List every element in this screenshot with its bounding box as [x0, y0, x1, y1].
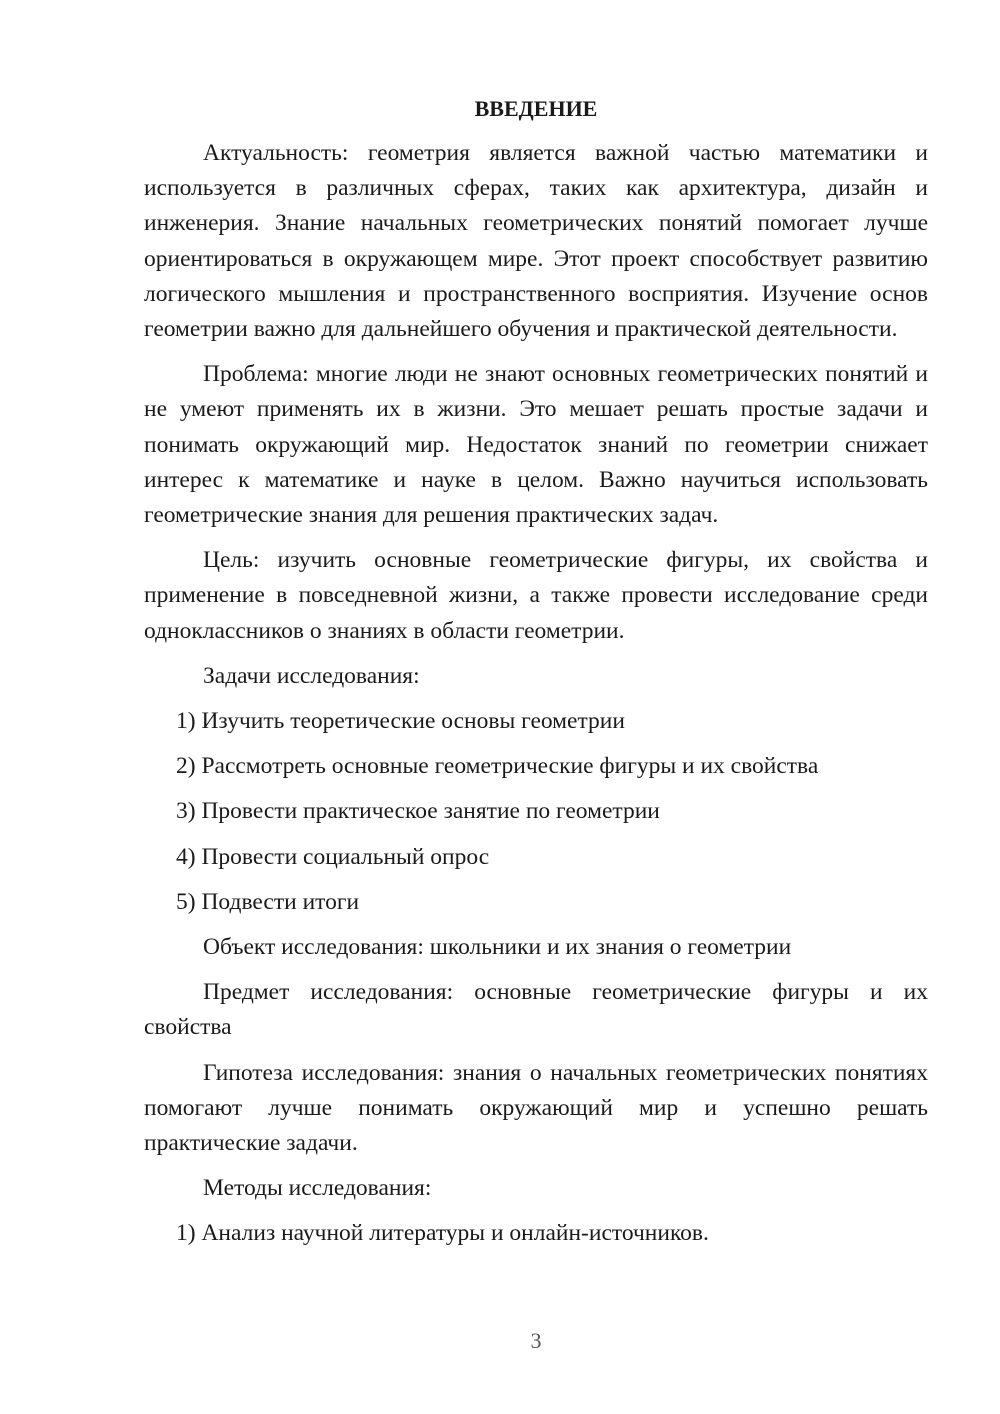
- page-content: [144, 94, 928, 1262]
- methods-label: Методы исследования:: [203, 1175, 432, 1202]
- page-number: 3: [530, 1328, 542, 1353]
- hypothesis-paragraph: Гипотеза исследования: знания о начальных геометрических понятиях помогают лучше понимать окружающий мир и успешно решать практические задачи.: [144, 1059, 928, 1157]
- relevance-paragraph: Актуальность: геометрия является важной частью математики и используется в различных сферах, таких как архитектура, дизайн и инженерия. Знание начальных геометрических понятий помогает лучше ориентироваться в окружающем мире. Этот проект способствует развитию логического мышления и пространственного восприятия. Изучение основ геометрии важно для дальнейшего обучения и практической деятельности.: [144, 140, 928, 343]
- subject-paragraph: Предмет исследования: основные геометрические фигуры и их свойства: [144, 979, 928, 1041]
- goal-paragraph: Цель: изучить основные геометрические фигуры, их свойства и применение в повседневной жизни, а также провести исследование среди одноклассников о знаниях в области геометрии.: [144, 547, 928, 644]
- list-item: 1) Анализ научной литературы и онлайн-источников.: [176, 1220, 709, 1247]
- list-item: 4) Провести социальный опрос: [176, 843, 490, 870]
- list-item: 5) Подвести итоги: [176, 888, 360, 915]
- list-item: 1) Изучить теоретические основы геометрии: [176, 708, 625, 735]
- section-title: ВВЕДЕНИЕ: [474, 96, 598, 121]
- tasks-list: [144, 704, 928, 920]
- problem-paragraph: Проблема: многие люди не знают основных геометрических понятий и не умеют применять их в жизни. Это мешает решать простые задачи и понимать окружающий мир. Недостаток знаний по геометрии снижает интерес к математике и науке в целом. Важно научиться использовать геометрические знания для решения практических задач.: [144, 361, 928, 529]
- tasks-label: Задачи исследования:: [203, 662, 420, 689]
- methods-list: [144, 1216, 928, 1251]
- list-item: 2) Рассмотреть основные геометрические фигуры и их свойства: [176, 753, 819, 780]
- list-item: 3) Провести практическое занятие по геометрии: [176, 798, 660, 825]
- object-paragraph: Объект исследования: школьники и их знания о геометрии: [203, 934, 792, 961]
